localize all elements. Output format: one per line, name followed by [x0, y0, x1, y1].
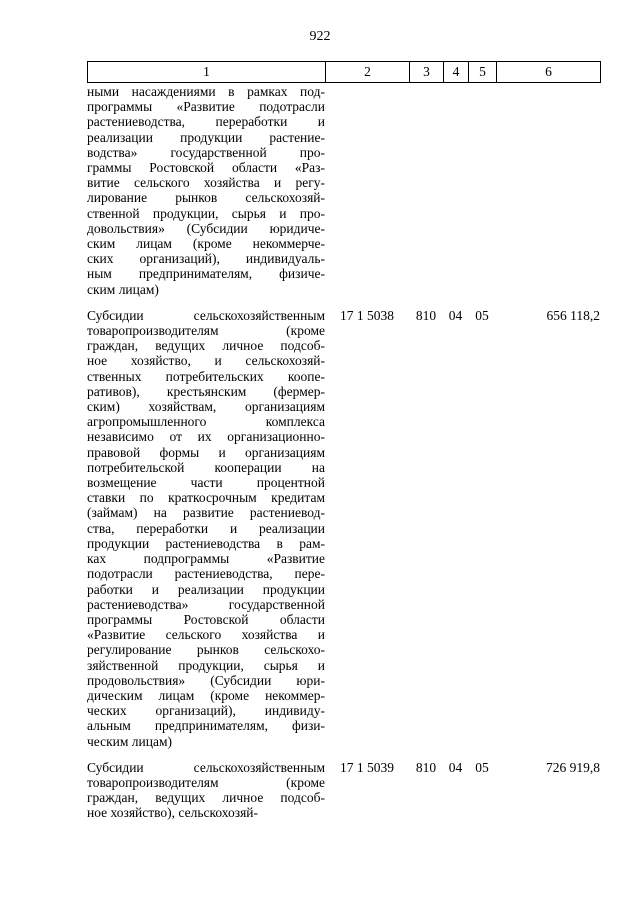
description-line: ное хозяйство, и сельскохозяй- [87, 353, 325, 369]
row-expense-type: 810 [415, 307, 437, 323]
description-line: товаропроизводителям (кроме [87, 774, 325, 790]
row-amount [496, 84, 600, 297]
description-line: ческим лицам) [87, 733, 173, 749]
description-line: растениеводства» государственной [87, 596, 325, 612]
description-line: правовой формы и организациям [87, 444, 325, 460]
row-code [325, 84, 409, 297]
description-line: «Развитие сельского хозяйства и [87, 627, 325, 643]
description-line: ских организаций), индивидуаль- [87, 251, 325, 267]
row-section: 04 [448, 759, 463, 775]
description-line: ным предпринимателям, физиче- [87, 266, 325, 282]
row-subsection: 05 [475, 307, 489, 323]
description-line: Субсидии сельскохозяйственным [87, 759, 325, 775]
description-line: (займам) на развитие растениевод- [87, 505, 325, 521]
description-line: витие сельского хозяйства и регу- [87, 175, 325, 191]
description-line: возмещение части процентной [87, 475, 325, 491]
row-subsection [468, 84, 496, 297]
row-description [87, 308, 325, 749]
description-line: ставки по краткосрочным кредитам [87, 490, 325, 506]
row-section: 04 [448, 307, 463, 323]
column-header-1: 1 [88, 62, 326, 83]
description-line: товаропроизводителям (кроме [87, 323, 325, 339]
description-line: ках подпрограммы «Развитие [87, 551, 325, 567]
row-section [443, 84, 468, 297]
description-line: ства, переработки и реализации [87, 520, 325, 536]
column-header-4: 4 [444, 62, 469, 83]
row-expense-type: 810 [415, 759, 437, 775]
table-row [87, 760, 600, 821]
description-line: агропромышленного комплекса [87, 414, 325, 430]
table-body [87, 84, 600, 832]
row-description [87, 84, 325, 297]
column-header-5: 5 [469, 62, 497, 83]
description-line: ное хозяйство), сельскохозяй- [87, 805, 258, 821]
row-code: 17 1 5038 [340, 307, 394, 323]
description-line: граждан, ведущих личное подсоб- [87, 338, 325, 354]
description-line: Субсидии сельскохозяйственным [87, 307, 325, 323]
description-line: ским лицам (кроме некоммерче- [87, 236, 325, 252]
description-line: продукции растениеводства в рам- [87, 535, 325, 551]
description-line: программы Ростовской области [87, 611, 325, 627]
column-header-3: 3 [410, 62, 444, 83]
description-line: ными насаждениями в рамках под- [87, 84, 325, 99]
row-expense-type [409, 84, 443, 297]
row-amount: 726 919,8 [546, 759, 600, 775]
description-line: зяйственной продукции, сырья и [87, 657, 325, 673]
description-line: дическим лицам (кроме некоммер- [87, 687, 325, 703]
page-number: 922 [309, 29, 331, 44]
description-line: довольствия» (Субсидии юридиче- [87, 220, 325, 236]
description-line: ческих организаций), индивиду- [87, 703, 325, 719]
row-code: 17 1 5039 [340, 759, 394, 775]
description-line: ским лицам) [87, 281, 159, 297]
row-amount: 656 118,2 [546, 307, 600, 323]
description-line: лирование рынков сельскохозяй- [87, 190, 325, 206]
row-subsection: 05 [475, 759, 489, 775]
description-line: ским) хозяйствам, организациям [87, 399, 325, 415]
description-line: растениеводства, переработки и [87, 114, 325, 130]
description-line: реализации продукции растение- [87, 129, 325, 145]
column-header-6: 6 [497, 62, 601, 83]
description-line: альным предпринимателям, физи- [87, 718, 325, 734]
column-header-2: 2 [326, 62, 410, 83]
description-line: потребительской кооперации на [87, 459, 325, 475]
description-line: продовольствия» (Субсидии юри- [87, 672, 325, 688]
description-line: водства» государственной про- [87, 144, 325, 160]
description-line: граммы Ростовской области «Раз- [87, 160, 325, 176]
description-line: работки и реализации продукции [87, 581, 325, 597]
description-line: ственной продукции, сырья и про- [87, 205, 325, 221]
description-line: ственных потребительских коопе- [87, 368, 325, 384]
description-line: ративов), крестьянским (фермер- [87, 383, 325, 399]
description-line: программы «Развитие подотрасли [87, 99, 325, 115]
description-line: граждан, ведущих личное подсоб- [87, 790, 325, 806]
table-row [87, 308, 600, 749]
description-line: подотрасли растениеводства, пере- [87, 566, 325, 582]
row-description [87, 760, 325, 821]
table-row [87, 84, 600, 297]
description-line: независимо от их организационно- [87, 429, 325, 445]
description-line: регулирование рынков сельскохо- [87, 642, 325, 658]
table-header [87, 61, 601, 83]
